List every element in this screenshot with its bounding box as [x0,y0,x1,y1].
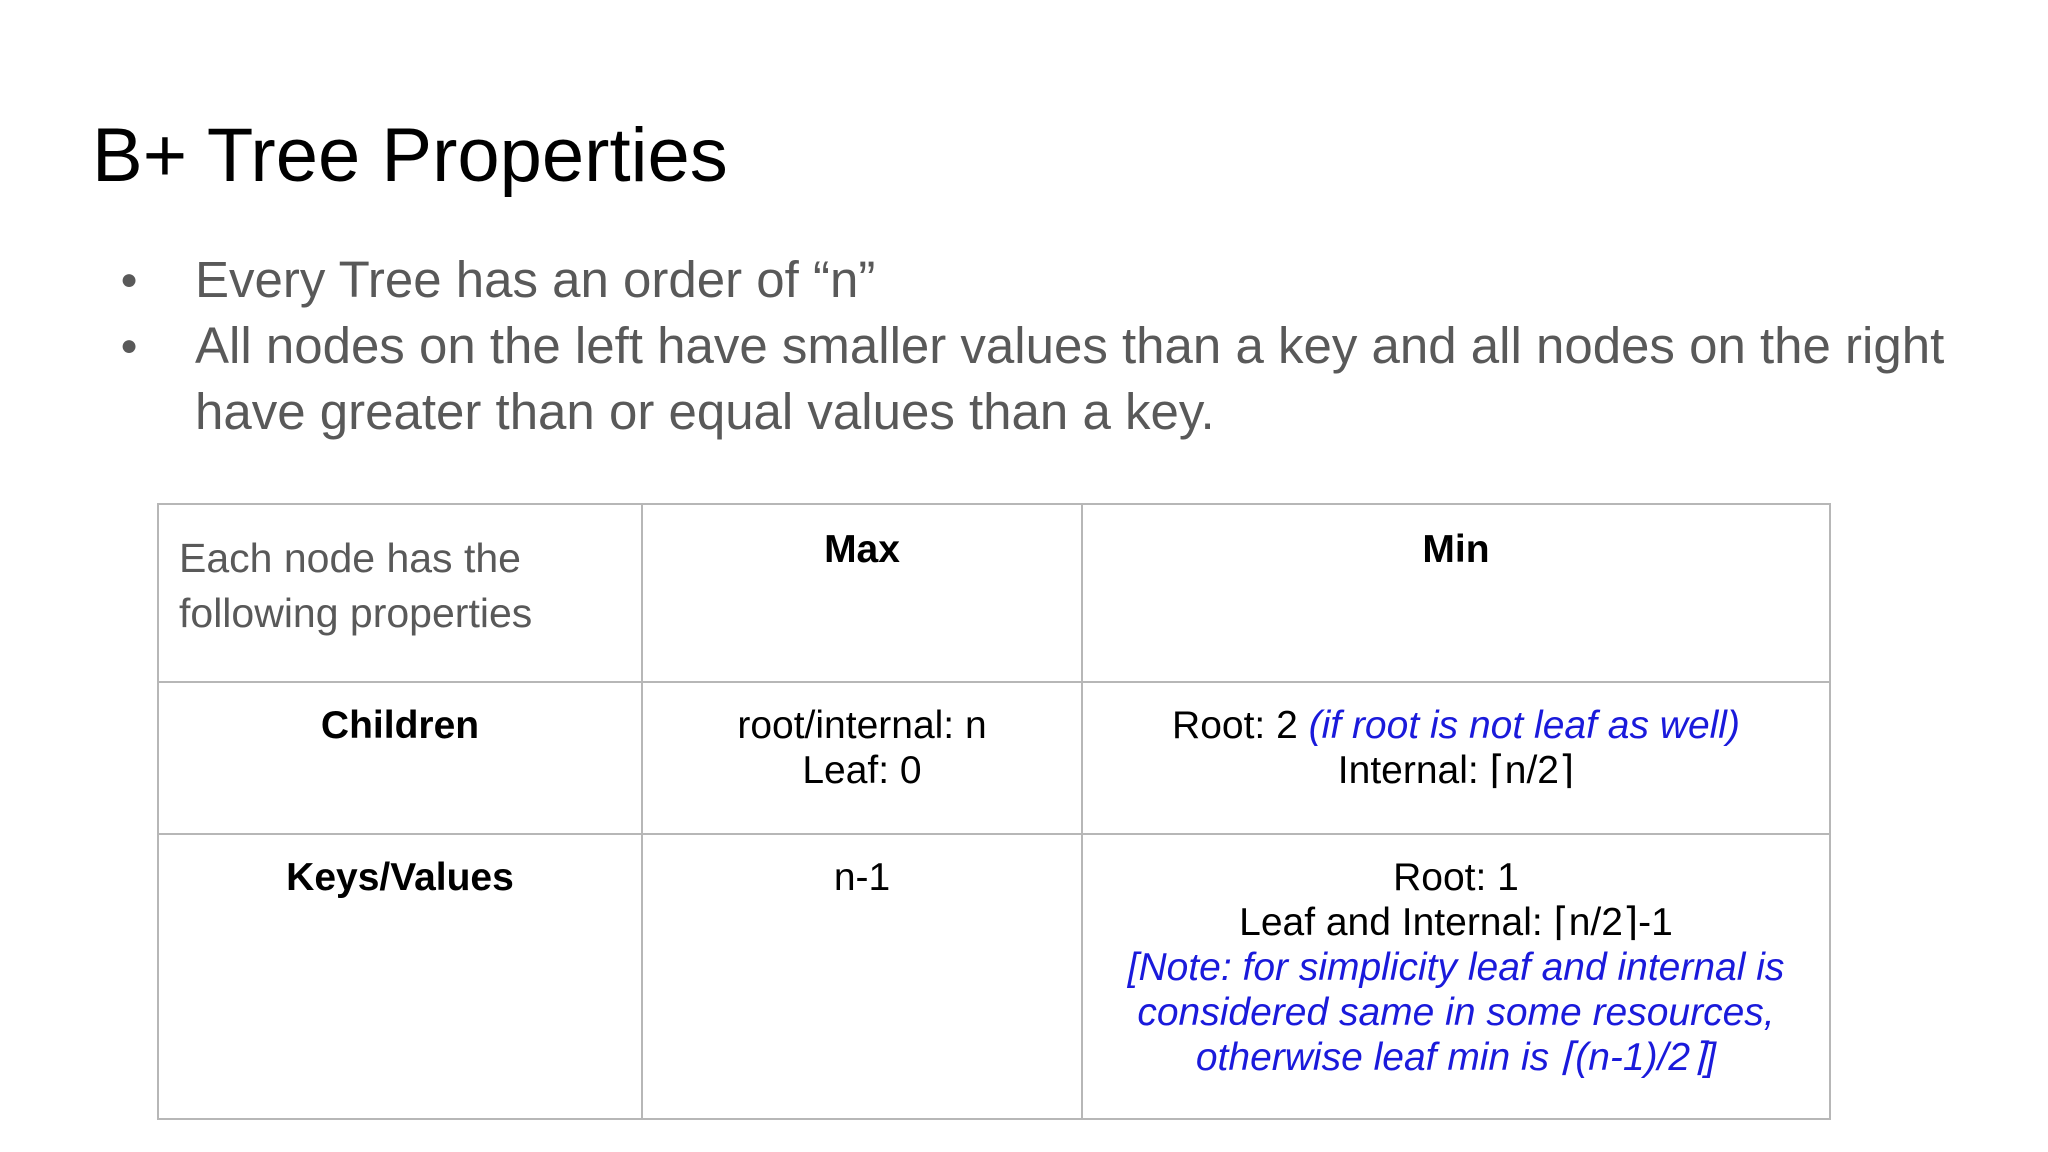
keys-min-note-line: considered same in some resources, [1137,991,1775,1034]
children-min-root-line [1083,703,1829,748]
keys-max-cell [642,834,1082,1119]
keys-min-note-line: otherwise leaf min is ⌈(n-1)/2⌉] [1195,1036,1717,1079]
row-header-children: Children [158,682,642,834]
children-min-root: Root: 2 [1172,704,1309,747]
bullet-item [113,313,2013,445]
slide-title: B+ Tree Properties [92,113,728,198]
row-header-keys-values: Keys/Values [158,834,642,1119]
column-header-min: Min [1082,504,1830,682]
children-max-line: root/internal: n [737,704,987,747]
table-row [158,834,1830,1119]
keys-min-note-line: [Note: for simplicity leaf and internal is [1127,946,1785,989]
bullet-dot-icon: ● [120,329,139,362]
table-corner-cell: Each node has the following properties [158,504,642,682]
children-min-cell [1082,682,1830,834]
bullet-text: Every Tree has an order of “n” [195,251,876,308]
bullet-text: All nodes on the left have smaller values than a key and all nodes on the right have greater than or equal values than a key. [195,317,1945,440]
properties-table [157,503,1831,1120]
children-min-internal: Internal: ⌈n/2⌉ [1337,749,1575,792]
keys-min-root: Root: 1 [1393,856,1519,899]
children-min-root-note: (if root is not leaf as well) [1308,704,1740,747]
column-header-max: Max [642,504,1082,682]
bullet-item [113,247,2013,313]
keys-min-leaf-internal: Leaf and Internal: ⌈n/2⌉-1 [1239,901,1673,944]
children-max-line: Leaf: 0 [802,749,922,792]
keys-max-line: n-1 [833,856,891,899]
keys-min-cell [1082,834,1830,1119]
children-max-cell [642,682,1082,834]
table-header-row [158,504,1830,682]
table-row [158,682,1830,834]
bullet-dot-icon: ● [120,263,139,296]
bullet-list [113,247,2013,445]
